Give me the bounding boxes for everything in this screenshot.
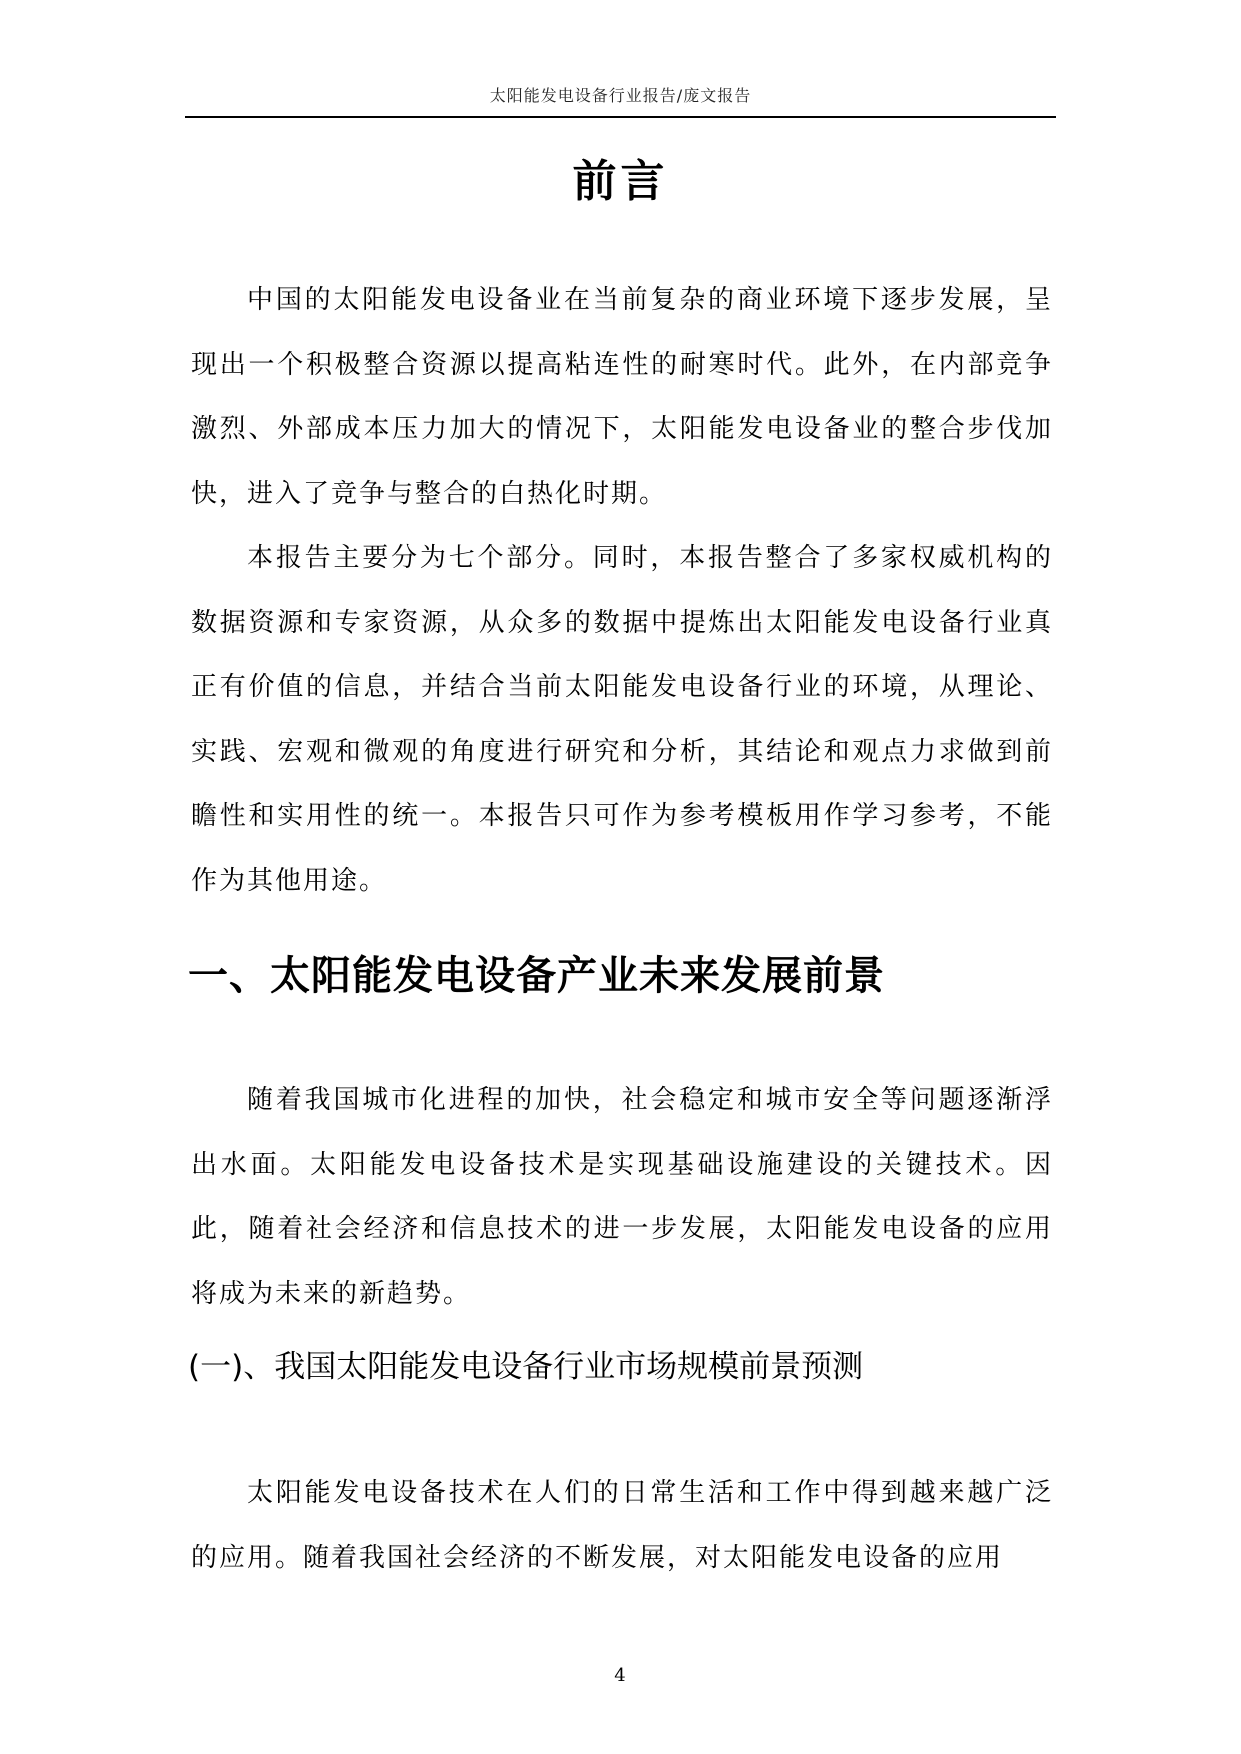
section-1-heading: 一、太阳能发电设备产业未来发展前景 [188,953,885,999]
subsection-1-heading: (一)、我国太阳能发电设备行业市场规模前景预测 [188,1349,864,1385]
preface-paragraph-2: 本报告主要分为七个部分。同时，本报告整合了多家权威机构的数据资源和专家资源，从众多的数据中提炼出太阳能发电设备行业真正有价值的信息，并结合当前太阳能发电设备行业的环境，从理论、实践、宏观和微观的角度进行研究和分析，其结论和观点力求做到前瞻性和实用性的统一。本报告只可作为参考模板用作学习参考，不能作为其他用途。 [191,543,1053,896]
preface-paragraph-1: 中国的太阳能发电设备业在当前复杂的商业环境下逐步发展，呈现出一个积极整合资源以提高粘连性的耐寒时代。此外，在内部竞争激烈、外部成本压力加大的情况下，太阳能发电设备业的整合步伐加快，进入了竞争与整合的白热化时期。 [191,285,1053,509]
section-1-paragraph: 随着我国城市化进程的加快，社会稳定和城市安全等问题逐渐浮出水面。太阳能发电设备技术是实现基础设施建设的关键技术。因此，随着社会经济和信息技术的进一步发展，太阳能发电设备的应用将成为未来的新趋势。 [191,1085,1053,1309]
page-header [185,84,1056,118]
subsection-1-paragraph: 太阳能发电设备技术在人们的日常生活和工作中得到越来越广泛的应用。随着我国社会经济的不断发展，对太阳能发电设备的应用 [191,1478,1053,1573]
preface-title: 前言 [572,156,669,207]
running-title: 太阳能发电设备行业报告/庞文报告 [489,86,752,105]
page-number: 4 [614,1665,626,1686]
